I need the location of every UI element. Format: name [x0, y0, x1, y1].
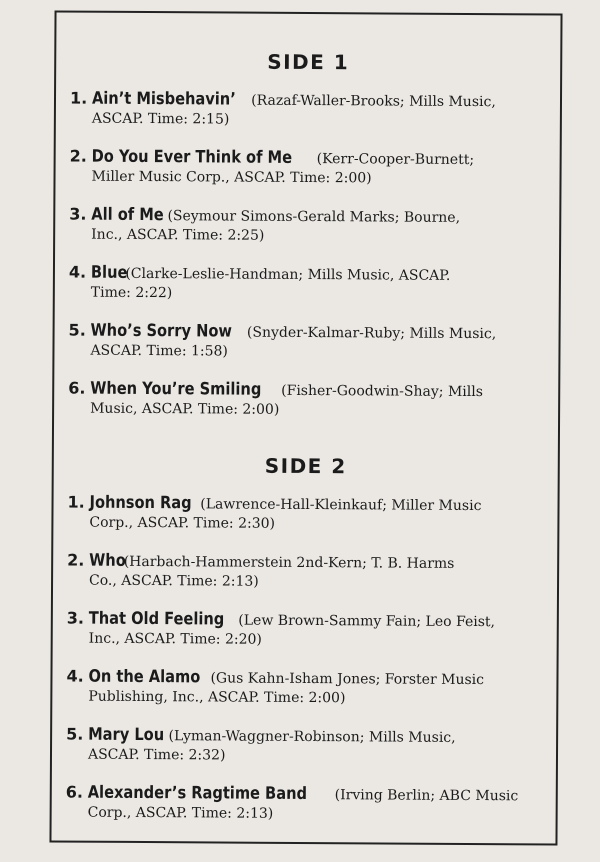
track-number: 3.	[66, 608, 85, 628]
song-title: When You’re Smiling	[90, 378, 262, 400]
track-number: 2.	[67, 550, 85, 570]
song-title: Alexander’s Ragtime Band	[87, 782, 308, 805]
track-credits: (Razaf-Waller-Brooks; Mills Music,	[251, 92, 496, 111]
song-title: On the Alamo	[88, 666, 201, 688]
track-credits: (Fisher-Goodwin-Shay; Mills	[281, 382, 483, 401]
track-item	[67, 551, 543, 594]
track-item	[68, 321, 544, 364]
track-number: 5.	[66, 724, 84, 744]
track-number: 4.	[66, 666, 84, 686]
song-title: Blue	[90, 262, 128, 283]
song-title: Johnson Rag	[89, 492, 192, 514]
song-title: Mary Lou	[88, 724, 165, 746]
track-credits: (Snyder-Kalmar-Ruby; Mills Music,	[246, 324, 497, 343]
track-credits: (Lyman-Waggner-Robinson; Mills Music,	[168, 728, 456, 746]
track-number: 1.	[69, 88, 88, 108]
track-credits: (Irving Berlin; ABC Music	[334, 787, 519, 805]
track-credits-continued: Publishing, Inc., ASCAP. Time: 2:00)	[88, 688, 346, 707]
side-2-heading: SIDE 2	[264, 453, 347, 479]
track-number: 4.	[68, 262, 87, 282]
song-title: Do You Ever Think of Me	[91, 146, 293, 168]
song-title: All of Me	[91, 204, 164, 226]
track-item	[67, 609, 543, 652]
track-item	[66, 667, 542, 710]
track-credits-continued: ASCAP. Time: 2:32)	[87, 746, 226, 764]
track-credits-continued: Miller Music Corp., ASCAP. Time: 2:00)	[91, 168, 372, 187]
track-credits: (Lawrence-Hall-Kleinkauf; Miller Music	[200, 496, 482, 515]
song-title: Who’s Sorry Now	[90, 320, 232, 342]
track-credits: (Seymour Simons-Gerald Marks; Bourne,	[167, 208, 461, 226]
track-credits-continued: Music, ASCAP. Time: 2:00)	[90, 400, 280, 418]
song-title: Ain’t Misbehavin’	[91, 88, 236, 110]
track-number: 1.	[67, 492, 85, 512]
song-title: That Old Feeling	[88, 608, 225, 630]
side-1-heading: SIDE 1	[267, 49, 350, 75]
track-item	[69, 205, 545, 248]
track-credits: (Kerr-Cooper-Burnett;	[316, 151, 475, 169]
tracklist-frame	[49, 10, 562, 845]
track-item	[69, 263, 545, 306]
track-credits-continued: Corp., ASCAP. Time: 2:13)	[87, 804, 274, 822]
track-credits-continued: ASCAP. Time: 2:15)	[91, 110, 230, 128]
track-item	[70, 89, 546, 132]
track-number: 6.	[65, 782, 84, 802]
track-number: 5.	[68, 320, 86, 340]
song-title: Who	[89, 550, 126, 571]
track-credits-continued: Inc., ASCAP. Time: 2:20)	[88, 630, 262, 648]
track-credits-continued: Inc., ASCAP. Time: 2:25)	[91, 226, 265, 244]
track-credits: (Lew Brown-Sammy Fain; Leo Feist,	[238, 612, 496, 631]
track-number: 3.	[69, 204, 87, 224]
track-credits: (Clarke-Leslie-Handman; Mills Music, ASCAP.	[125, 265, 451, 284]
track-item	[66, 725, 542, 768]
track-item	[68, 379, 544, 422]
track-credits-continued: Co., ASCAP. Time: 2:13)	[89, 572, 259, 590]
track-credits: (Gus Kahn-Isham Jones; Forster Music	[210, 670, 485, 689]
track-credits-continued: Corp., ASCAP. Time: 2:30)	[89, 514, 276, 532]
track-credits: (Harbach-Hammerstein 2nd-Kern; T. B. Harms	[123, 553, 455, 572]
track-credits-continued: Time: 2:22)	[90, 284, 173, 302]
track-credits-continued: ASCAP. Time: 1:58)	[90, 342, 228, 360]
track-item	[66, 783, 542, 826]
track-item	[67, 493, 543, 536]
track-number: 6.	[68, 378, 86, 398]
track-item	[69, 147, 545, 190]
track-number: 2.	[69, 146, 87, 166]
